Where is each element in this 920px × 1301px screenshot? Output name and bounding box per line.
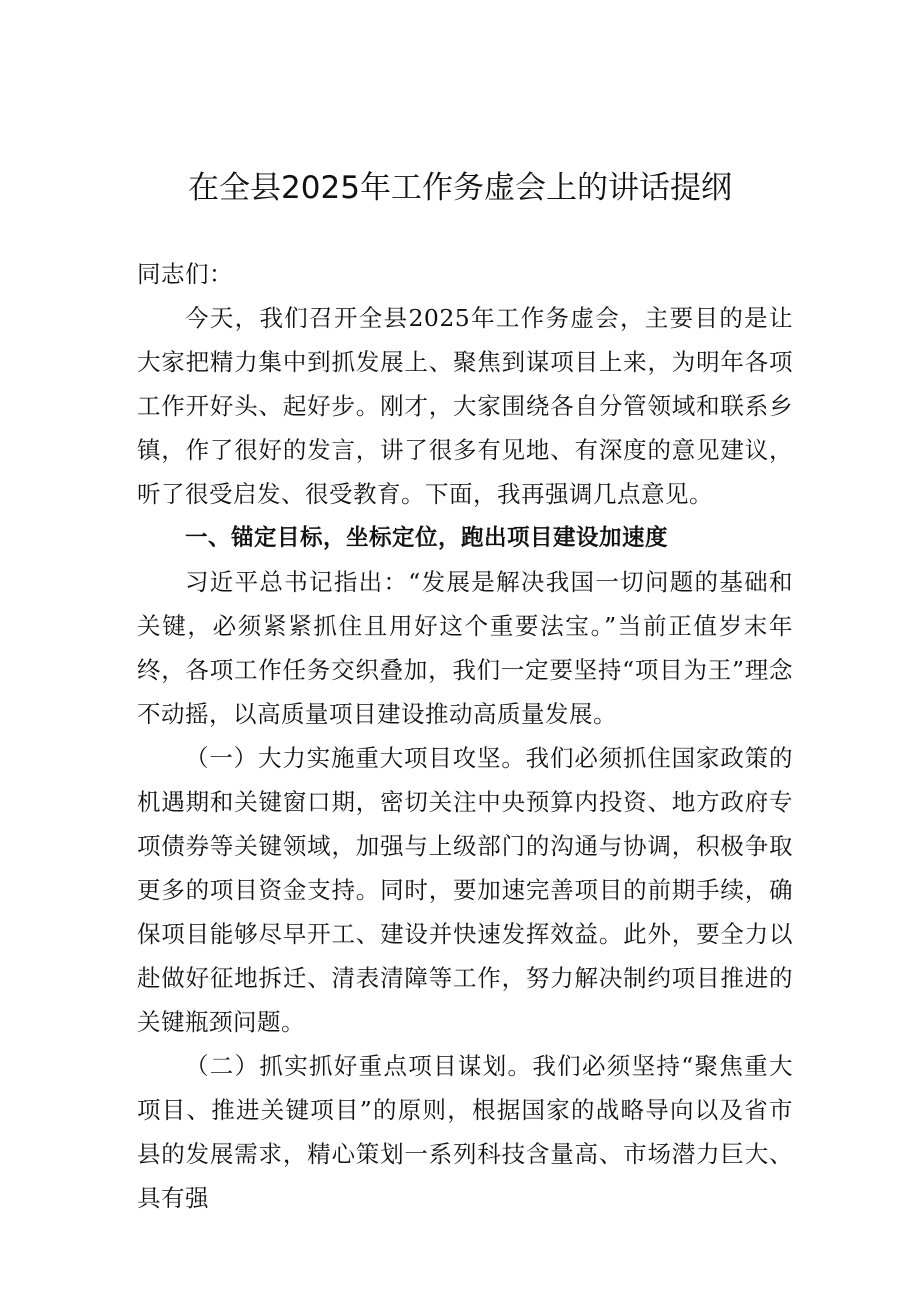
document-body: [137, 252, 793, 1220]
section-heading-1: 一、锚定目标，坐标定位，跑出项目建设加速度: [185, 525, 669, 551]
salutation: 同志们：: [137, 260, 233, 288]
document-title: 在全县2025年工作务虚会上的讲话提纲: [188, 170, 732, 206]
section-1-subpoint-1: （一）大力实施重大项目攻坚。我们必须抓住国家政策的机遇期和关键窗口期，密切关注中央预算内投资、地方政府专项债券等关键领域，加强与上级部门的沟通与协调，积极争取更多的项目资金支持。同时，要加速完善项目的前期手续，确保项目能够尽早开工、建设并快速发挥效益。此外，要全力以赴做好征地拆迁、清表清障等工作，努力解决制约项目推进的关键瓶颈问题。: [137, 744, 793, 1036]
section-1-intro-paragraph: 习近平总书记指出：“发展是解决我国一切问题的基础和关键，必须紧紧抓住且用好这个重要法宝。”当前正值岁末年终，各项工作任务交织叠加，我们一定要坚持“项目为王”理念不动摇，以高质量项目建设推动高质量发展。: [137, 568, 793, 728]
opening-paragraph: 今天，我们召开全县2025年工作务虚会，主要目的是让大家把精力集中到抓发展上、聚焦到谋项目上来，为明年各项工作开好头、起好步。刚才，大家围绕各自分管领域和联系乡镇，作了很好的发言，讲了很多有见地、有深度的意见建议，听了很受启发、很受教育。下面，我再强调几点意见。: [137, 304, 793, 508]
section-1-subpoint-2: （二）抓实抓好重点项目谋划。我们必须坚持“聚焦重大项目、推进关键项目”的原则，根据国家的战略导向以及省市县的发展需求，精心策划一系列科技含量高、市场潜力巨大、具有强: [137, 1052, 793, 1212]
